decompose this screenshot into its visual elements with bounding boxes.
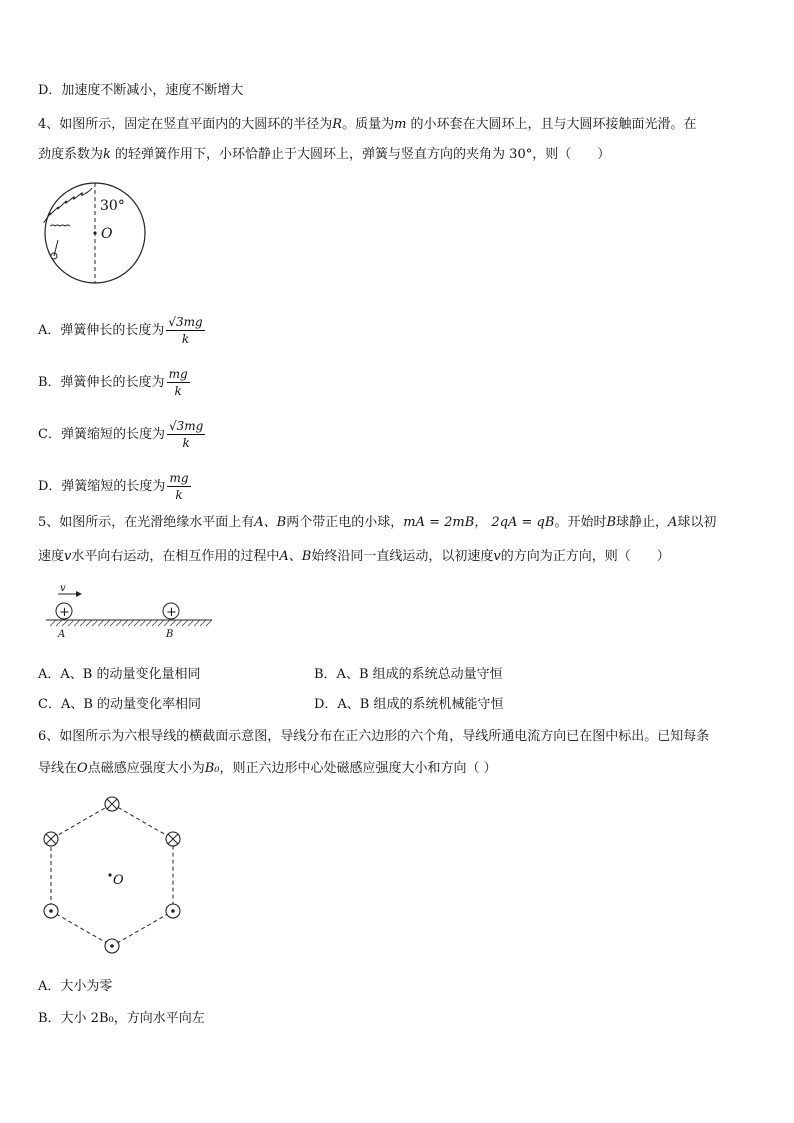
wire-out-of-page-icon (105, 939, 119, 953)
q6-option-b: B．大小 2B₀，方向水平向左 (38, 1011, 205, 1026)
q4-option-b: B．弹簧伸长的长度为 $\frac{mg}{k}$ (38, 367, 188, 398)
q6-stem-line1: 6、如图所示为六根导线的横截面示意图，导线分布在正六边形的六个角，导线所通电流方向已在图中标出。已知每条 (38, 729, 710, 744)
center-point (93, 231, 96, 234)
q6-stem-line2: 导线在O点磁感应强度大小为B₀，则正六边形中心处磁感应强度大小和方向（ ） (38, 761, 497, 776)
q4-option-a: A．弹簧伸长的长度为 $\frac{√3mg}{k}$ (38, 315, 203, 346)
wire-into-page-icon (44, 832, 58, 846)
center-point (108, 873, 111, 876)
q3-option-d: D．加速度不断减小，速度不断增大 (38, 83, 244, 98)
v-label: v (60, 583, 66, 594)
hexagon (51, 804, 173, 946)
spring-icon (44, 188, 92, 223)
wire-into-page-icon (105, 797, 119, 811)
q5-stem-line1: 5、如图所示，在光滑绝缘水平面上有A、B两个带正电的小球，mA = 2mB， 2qA = qB。开始时B球静止，A球以初 (38, 515, 717, 530)
q5-figure (42, 584, 222, 640)
wire-into-page-icon (166, 832, 180, 846)
label-b: B (166, 629, 174, 640)
q5-option-b: B．A、B 组成的系统总动量守恒 (314, 667, 503, 682)
label-a: A (58, 629, 66, 640)
q4-stem-line2: 劲度系数为k 的轻弹簧作用下，小环恰静止于大圆环上，弹簧与竖直方向的夹角为 30°，则（ ） (38, 147, 611, 162)
center-label: O (101, 226, 113, 242)
q4-stem-line1: 4、如图所示，固定在竖直平面内的大圆环的半径为R。质量为m 的小环套在大圆环上，且与大圆环接触面光滑。在 (38, 117, 697, 132)
q6-option-a: A．大小为零 (38, 979, 113, 994)
q5-option-d: D．A、B 组成的系统机械能守恒 (314, 697, 504, 712)
ground-hatching (50, 620, 212, 626)
q5-stem-line2: 速度v水平向右运动，在相互作用的过程中A、B始终沿同一直线运动，以初速度v的方向为正方向，则（ ） (38, 549, 670, 564)
wire-out-of-page-icon (44, 904, 58, 918)
svg-text:+: + (166, 605, 177, 620)
angle-label: 30° (100, 198, 125, 214)
wire-out-of-page-icon (166, 904, 180, 918)
q4-figure (40, 178, 150, 288)
q6-figure (38, 792, 188, 952)
q4-option-d: D．弹簧缩短的长度为 $\frac{mg}{k}$ (38, 471, 189, 502)
center-label: O (113, 873, 124, 888)
q5-option-c: C．A、B 的动量变化率相同 (38, 697, 202, 712)
svg-text:+: + (59, 605, 70, 620)
q4-option-c: C．弹簧缩短的长度为 $\frac{√3mg}{k}$ (38, 419, 204, 450)
q5-option-a: A．A、B 的动量变化量相同 (38, 667, 201, 682)
